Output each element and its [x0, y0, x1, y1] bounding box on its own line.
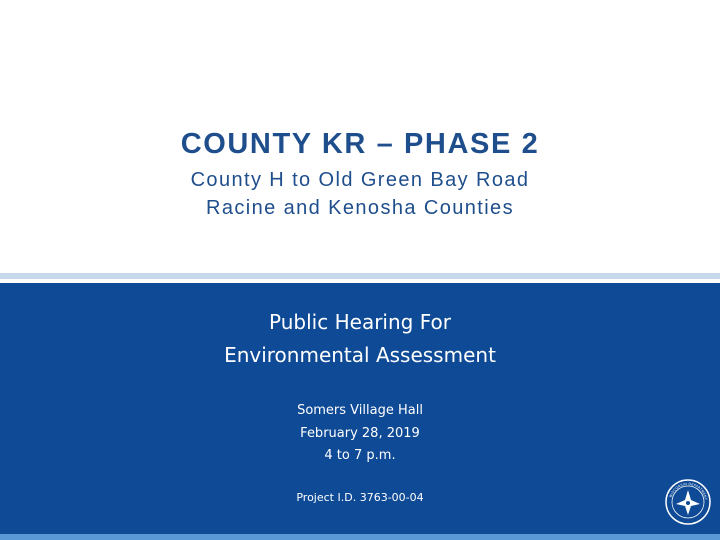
assessment-heading: Environmental Assessment: [224, 343, 496, 367]
slide-title: COUNTY KR – PHASE 2: [180, 128, 540, 160]
bottom-stripe: [0, 534, 720, 540]
hearing-heading: Public Hearing For: [269, 310, 451, 334]
wisdot-seal-icon: [664, 478, 712, 526]
time-text: 4 to 7 p.m.: [324, 448, 396, 463]
location-text: Somers Village Hall: [297, 403, 423, 418]
date-text: February 28, 2019: [300, 426, 420, 441]
seal-text: WISCONSIN DEPARTMENT: [668, 481, 708, 501]
slide-subtitle-counties: Racine and Kenosha Counties: [206, 197, 514, 219]
slide-subtitle-route: County H to Old Green Bay Road: [190, 169, 530, 191]
project-id: Project I.D. 3763-00-04: [296, 491, 424, 504]
